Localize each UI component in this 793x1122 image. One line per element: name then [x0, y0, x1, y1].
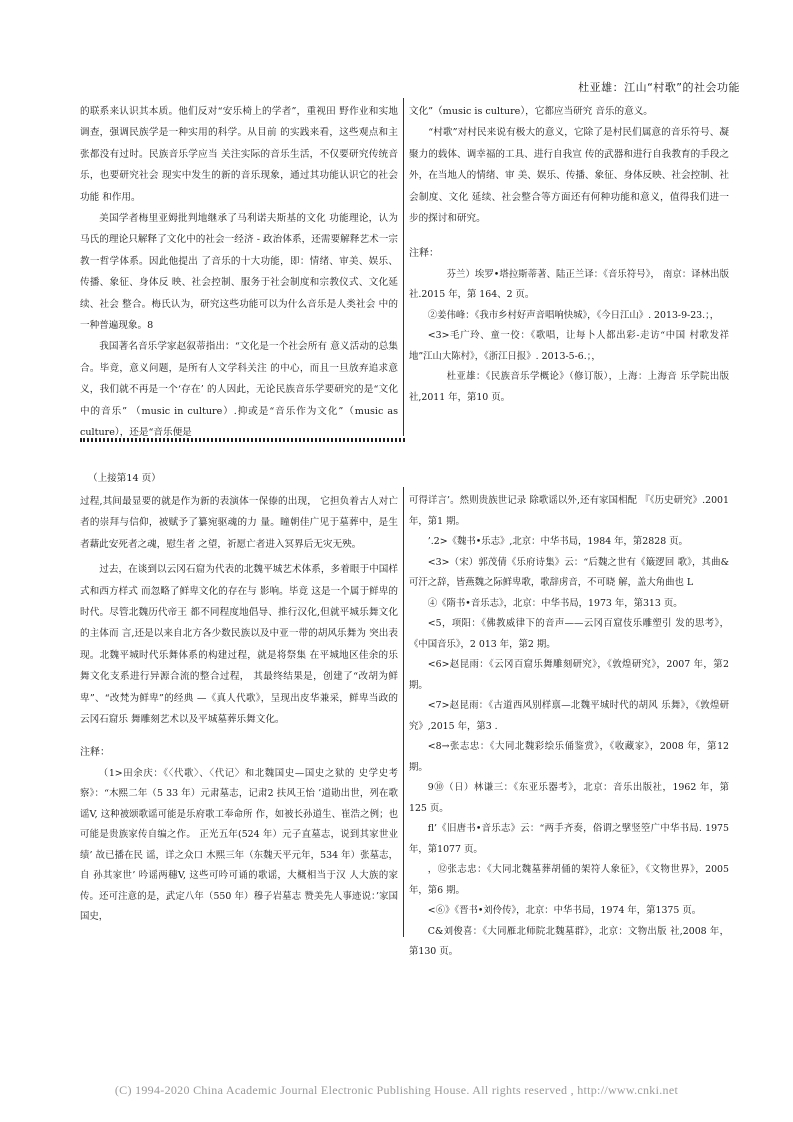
top-left-column [80, 101, 398, 444]
top-right-column [409, 101, 729, 408]
footnote: 可得详言’。然则贵族世记录 除歌谣以外,还有家国相配 『《历史研究》.2001 年，第1 期。 [409, 495, 729, 527]
footnote: <5，项阳：《佛教威律下的音声——云冈百窟伎乐雕塑引 发的思考》，《中国音乐》，2 013 年，第2 期。 [409, 618, 729, 650]
column-divider [403, 98, 404, 436]
body-paragraph: 过程,其间最显要的就是作为新的表演体一保傣的出现， 它担负着古人对亡者的崇拜与信仰，被赋予了纂宛驱魂的力 量。瞳朝佳广见于墓葬中，是生者藉此安死者之魂，慰生者 之望，祈愿亡者进入冥界后无灾无殃。 [80, 496, 398, 550]
bottom-left-column [80, 491, 398, 928]
footnote: fl’《旧唐书•音乐志》云：“两手齐奏，俗谓之擘竖箜广中华书局. 1975 年，第1077 页。 [409, 823, 729, 855]
footnote: <⑥》《晋书•刘伶传》，北京：中华书局，1974 年，第1375 页。 [427, 905, 702, 916]
section-separator [80, 438, 405, 442]
footnote: <8→张志忠：《大同北魏彩绘乐俑鉴赏》，《收藏家》，2008 年，第12 期。 [409, 741, 729, 773]
body-paragraph: 文化”（music is culture），它都应当研究 音乐的意义。 [409, 106, 653, 117]
running-head: 杜亚雄：江山“村歌”的社会功能 [578, 81, 740, 94]
body-paragraph: 我国著名音乐学家赵叙蒂指出：“文化是一个社会所有 意义活动的总集合。毕竟，意义问题，是所有人文学科关注 的中心，而且一旦放弃追求意义，我们就不再是一个‘存在’ 的人因此，无论民族音乐学要研究的是“文化中的音乐” （music in culture）.抑或是“音乐作为文化”（music as culture），还是“音乐便是 [80, 341, 398, 439]
footnote: ，⑫张志忠：《大同北魏墓葬胡俑的架符人象征》，《文物世界》，2005 年，第6 期。 [409, 864, 729, 896]
footnote: ②姜伟峰：《我市乡村好声音唱响快城》，《今日江山》. 2013-9-23.；， [427, 309, 720, 321]
footnote: ’.2>《魏书•乐志》,北京：中华书局，1984 年，第2828 页。 [427, 536, 688, 547]
footnote: 芬兰）埃罗•塔拉斯蒂著、陆正兰译：《音乐符号》， 南京：译林出版社.2015 年，第 164、2 页。 [409, 268, 729, 301]
footnote: <6>赵昆雨：《云冈百窟乐舞雕刻研究》，《敦煌研究》，2007 年，第2 期。 [409, 659, 729, 691]
notes-label: 注释： [409, 248, 439, 260]
footnote: <7>赵昆雨：《古道西风别样禀—北魏平城时代的胡风 乐舞》，《敦煌研究》,2015 年，第3 . [409, 700, 729, 732]
footnote: <3>（宋）郭茂倩《乐府诗集》云：“后魏之世有《簸逻回 歌》，其曲&可汗之辞，皆燕魏之际鲜卑歌，歌辞虏音，不可晓 解，盖大角曲也 L [409, 556, 729, 588]
body-paragraph: 美国学者梅里亚姆批判地继承了马利诺夫斯基的文化 功能理论，认为马氏的理论只解释了文化中的社会一经济 - 政治体系，还需要解释艺术一宗教一哲学体系。因此他提出 了音乐的十大功能，即：情绪、审美、娱乐、传播、象征、身体反 映、社会控制、服务于社会制度和宗教仪式、文化延续、社会 整合。梅氏认为，研究这些功能可以为什么音乐是人类社会 中的一种普遍现象。8 [80, 213, 398, 332]
column-divider [403, 487, 404, 937]
footnote: （1>田余庆：《〈代歌〉、〈代记〉和北魏国史—国史之狱的 史学史考察》：“木熙二年（5 33 年）元肃墓志，记肃2 扶风王怡 ’道勋出世，列在歌谣V, 这种被颂歌谣可能是乐府歌工奉命所 作，如被长孙道生、崔浩之例；也可能是贵族家传自编之作。 正光五年(524 年）元子直墓志，说到其家世业绩’ 故已播在民 谣，详之众口 木熙三年（东魏天平元年，534 年）张墓志，自 孙其家世’ 吟谣两穗V, 这些可吟可诵的歌谣，大概相当于汉 人大族的家传。还可注意的是，武定八年（550 年）穆子岩墓志 赞美先人事迹说：’家国国史， [80, 767, 398, 923]
body-paragraph: 过去，在谈到以云冈石窟为代表的北魏平城艺术体系，多着眼于中国样式和西方样式 而忽略了鲜卑文化的存在与 影响。毕竟 这是一个属于鲜卑的时代。尽管北魏历代帝王 都不同程度地倡导、推行汉化,但就平城乐舞文化的主体而 言,还是以来自北方各少数民族以及中亚一带的胡风乐舞为 突出表现。北魏平城时代乐舞体系的构建过程，就是将祭集 在平城地区佳余的乐舞文化支系进行异源合流的整合过程， 其最终结果是，创建了“改胡为鲜卑”、“改梵为鲜卑”的经典 —《真人代歌》，呈现出皮华兼采，鲜卑当政的云冈石窟乐 舞雕刻艺术以及平城墓葬乐舞文化。 [80, 564, 398, 726]
continued-from: （上接第14 页） [88, 473, 161, 484]
footnote: 9⑩（日）林谦三：《东亚乐器考》，北京：音乐出版社，1962 年，第125 页。 [409, 782, 729, 814]
body-paragraph: “村歌”对村民来说有极大的意义，它除了是村民们属意的音乐符号、凝聚力的载体、调幸福的工具、进行自我宣 传的武器和进行自我教育的手段之外，在当地人的情绪、审 美、娱乐、传播、象征、身体反映、社会控制、社会制度、文化 延续、社会整合等方面还有何种功能和意义，值得我们进一 步的探讨和研究。 [409, 127, 729, 225]
footnote: <3>毛广玲、童一佼：《歌唱，让每卜人都出彩-走访“中国 村歌发祥地”江山大陈村》，《浙江日报》. 2013-5-6.；， [409, 330, 729, 362]
footnote: C&刘俊喜：《大同雁北师院北魏墓群》，北京：文物出版 社,2008 年，第130 页。 [409, 925, 729, 957]
footnote: ④《隋书•音乐志》，北京：中华书局，1973 年，第313 页。 [427, 597, 683, 609]
footnote: 杜亚雄：《民族音乐学概论》（修订版），上海：上海音 乐学院出版社,2011 年，第10 页。 [409, 371, 729, 403]
copyright-footer: (C) 1994-2020 China Academic Journal Electronic Publishing House. All rights reserved , http://www.cnki.net [114, 1083, 679, 1097]
notes-label: 注释： [80, 747, 110, 759]
bottom-right-column [409, 491, 729, 963]
body-paragraph: 的联系来认识其本质。他们反对“安乐椅上的学者”，重视田 野作业和实地调查，强调民族学是一种实用的科学。从目前 的实践来看，这些观点和主张都没有过时。民族音乐学应当 关注实际的音乐生活，不仅要研究传统音乐，也要研究社会 现实中发生的新的音乐现象，通过其功能认识它的社会功能 和作用。 [80, 106, 398, 203]
